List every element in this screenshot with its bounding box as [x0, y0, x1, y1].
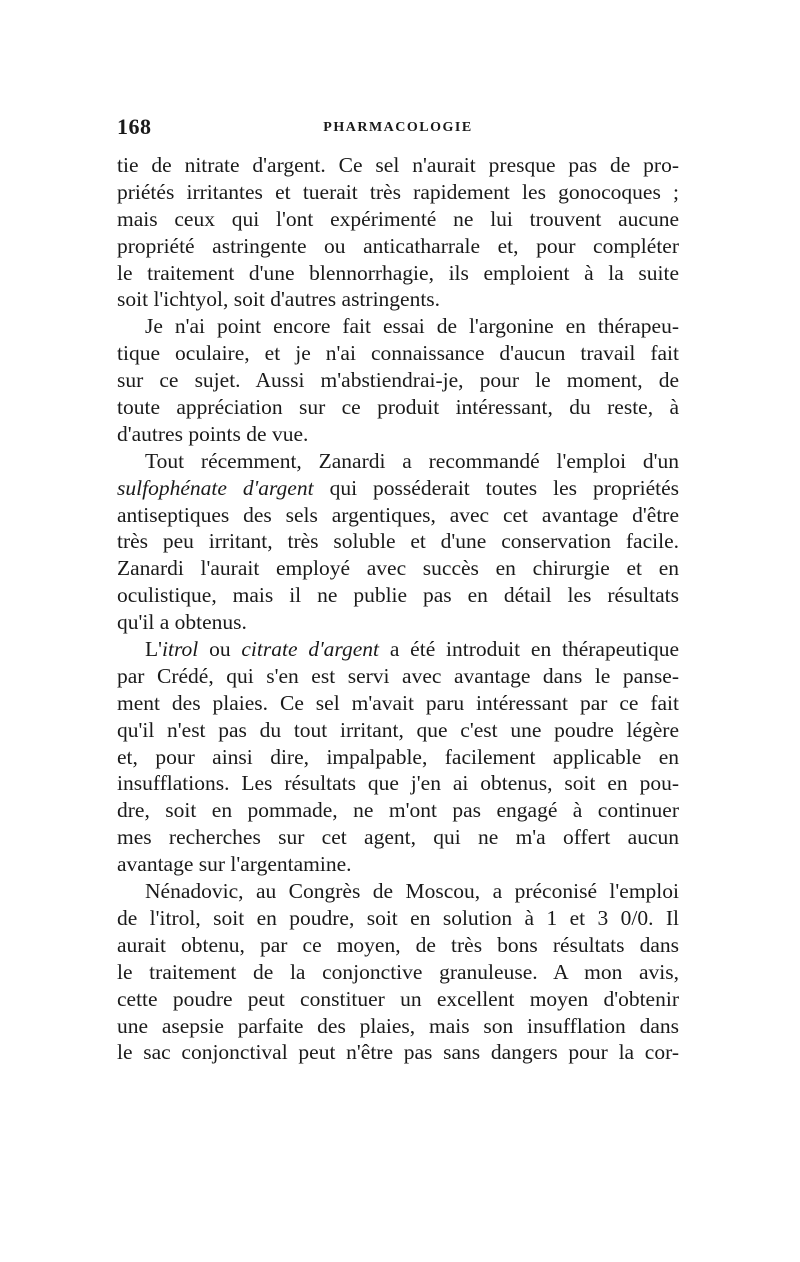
text-line: [117, 179, 679, 206]
text-line: [117, 636, 679, 663]
text-line: [117, 824, 679, 851]
text-line: [117, 394, 679, 421]
text-segment: avantage sur l'argentamine.: [117, 852, 352, 877]
text-line: [117, 1039, 679, 1066]
text-line: [117, 959, 679, 986]
text-segment: mes recherches sur cet agent, qui ne m'a offert aucun: [117, 825, 679, 850]
text-line: [117, 986, 679, 1013]
text-segment: le sac conjonctival peut n'être pas sans dangers pour la cor-: [117, 1040, 679, 1065]
text-line: [117, 475, 679, 502]
text-segment: L': [145, 637, 163, 662]
running-head: PHARMACOLOGIE: [323, 120, 473, 135]
text-segment: tie de nitrate d'argent. Ce sel n'aurait presque pas de pro-: [117, 153, 679, 177]
text-segment: antiseptiques des sels argentiques, avec cet avantage d'être: [117, 502, 679, 527]
text-line: [117, 206, 679, 233]
page-header: [117, 112, 679, 142]
text-segment: Zanardi l'aurait employé avec succès en chirurgie et en: [117, 556, 679, 581]
text-segment: Tout récemment, Zanardi a recommandé l'emploi d'un: [145, 448, 679, 473]
text-line: [117, 528, 679, 555]
text-segment: une asepsie parfaite des plaies, mais son insufflation dans: [117, 1013, 679, 1038]
text-line: [117, 502, 679, 529]
text-line: [117, 851, 679, 878]
text-line: [117, 286, 679, 313]
text-segment: le traitement de la conjonctive granuleuse. A mon avis,: [117, 959, 679, 984]
text-segment: dre, soit en pommade, ne m'ont pas engagé à continuer: [117, 798, 679, 823]
text-line: [117, 717, 679, 744]
text-line: [117, 663, 679, 690]
page-number: 168: [117, 114, 152, 139]
text-line: [117, 609, 679, 636]
text-segment: par Crédé, qui s'en est servi avec avantage dans le panse-: [117, 663, 679, 688]
text-line: [117, 905, 679, 932]
text-line: [117, 152, 679, 179]
book-page: [117, 112, 679, 1066]
text-segment: Je n'ai point encore fait essai de l'argonine en thérapeu-: [145, 314, 679, 339]
text-segment: très peu irritant, très soluble et d'une conservation facile.: [117, 529, 679, 554]
text-line: [117, 1013, 679, 1040]
text-segment: oculistique, mais il ne publie pas en détail les résultats: [117, 583, 679, 608]
text-segment: d'autres points de vue.: [117, 421, 309, 446]
text-segment: de l'itrol, soit en poudre, soit en solution à 1 et 3 0/0. Il: [117, 905, 679, 930]
italic-term: citrate d'argent: [241, 637, 380, 662]
text-segment: propriété astringente ou anticatharrale et, pour compléter: [117, 233, 679, 258]
italic-term: itrol: [162, 637, 199, 662]
text-line: [117, 932, 679, 959]
text-segment: qu'il a obtenus.: [117, 610, 247, 635]
text-segment: insufflations. Les résultats que j'en ai obtenus, soit en pou-: [117, 771, 679, 796]
text-line: [117, 421, 679, 448]
text-line: [117, 233, 679, 260]
text-line: [117, 555, 679, 582]
text-segment: mais ceux qui l'ont expérimenté ne lui trouvent aucune: [117, 206, 679, 231]
text-segment: tique oculaire, et je n'ai connaissance d'aucun travail fait: [117, 341, 679, 366]
text-line: [117, 744, 679, 771]
text-line: [117, 340, 679, 367]
text-line: [117, 448, 679, 475]
text-line: [117, 582, 679, 609]
text-segment: aurait obtenu, par ce moyen, de très bons résultats dans: [117, 932, 679, 957]
text-segment: et, pour ainsi dire, impalpable, facilement applicable en: [117, 744, 679, 769]
text-segment: ment des plaies. Ce sel m'avait paru intéressant par ce fait: [117, 690, 679, 715]
text-segment: le traitement d'une blennorrhagie, ils emploient à la suite: [117, 260, 679, 285]
text-segment: priétés irritantes et tuerait très rapidement les gonocoques ;: [117, 179, 679, 204]
text-segment: soit l'ichtyol, soit d'autres astringents.: [117, 287, 441, 312]
body-text: [117, 152, 679, 1066]
text-segment: cette poudre peut constituer un excellent moyen d'obtenir: [117, 986, 679, 1011]
text-segment: a été introduit en thérapeutique: [379, 637, 680, 662]
text-line: [117, 797, 679, 824]
text-line: [117, 367, 679, 394]
text-segment: Nénadovic, au Congrès de Moscou, a préconisé l'emploi: [145, 879, 679, 904]
text-segment: ou: [198, 637, 242, 662]
text-segment: toute appréciation sur ce produit intéressant, du reste, à: [117, 395, 679, 420]
text-segment: sur ce sujet. Aussi m'abstiendrai-je, pour le moment, de: [117, 368, 679, 393]
text-line: [117, 690, 679, 717]
text-segment: qu'il n'est pas du tout irritant, que c'est une poudre légère: [117, 717, 679, 742]
text-line: [117, 313, 679, 340]
text-line: [117, 770, 679, 797]
italic-term: sulfophénate d'argent: [117, 475, 314, 500]
text-line: [117, 878, 679, 905]
text-line: [117, 260, 679, 287]
text-segment: qui posséderait toutes les propriétés: [313, 475, 679, 500]
